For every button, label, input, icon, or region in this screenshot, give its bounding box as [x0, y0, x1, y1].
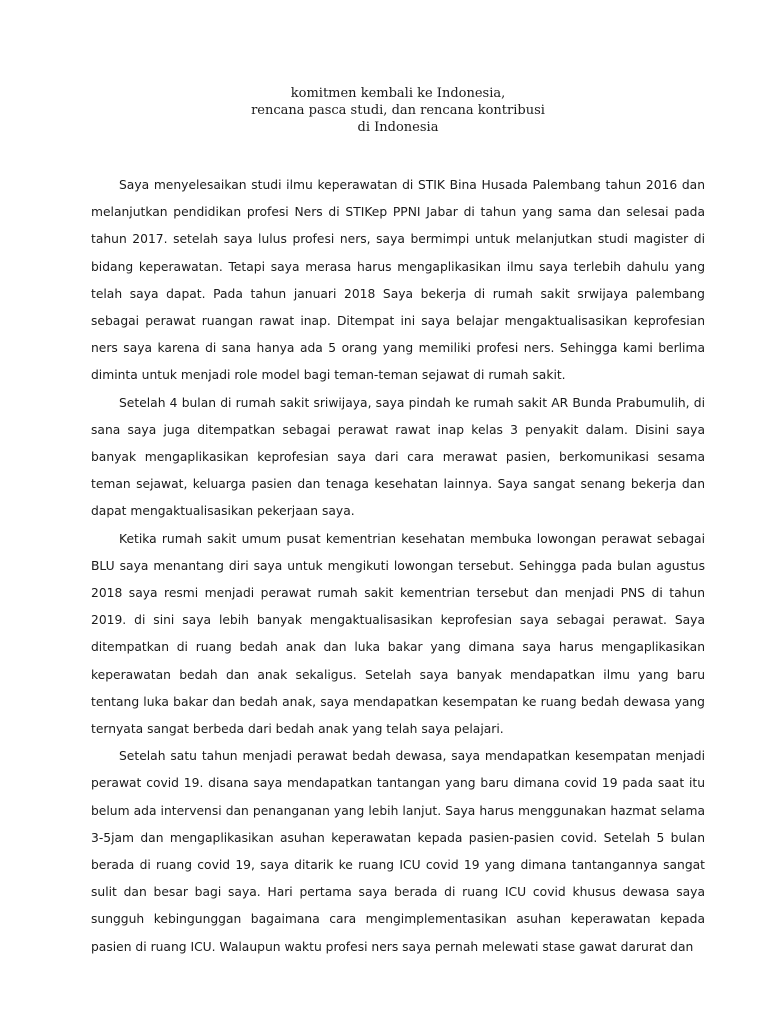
document-title — [0, 85, 768, 136]
title-line-1: komitmen kembali ke Indonesia, — [290, 86, 506, 101]
paragraph-2: Setelah 4 bulan di rumah sakit sriwijaya, saya pindah ke rumah sakit AR Bunda Prabumulih, di sana saya juga ditempatkan sebagai perawat rawat inap kelas 3 penyakit dalam. Disini saya banyak mengaplikasikan keprofesian saya dari cara merawat pasien, berkomunikasi sesama teman sejawat, keluarga pasien dan tenaga kesehatan lainnya. Saya sangat senang bekerja dan dapat mengaktualisasikan pekerjaan saya. — [91, 395, 705, 519]
paragraph-4: Setelah satu tahun menjadi perawat bedah dewasa, saya mendapatkan kesempatan menjadi perawat covid 19. disana saya mendapatkan tantangan yang baru dimana covid 19 pada saat itu belum ada intervensi dan penanganan yang lebih lanjut. Saya harus menggunakan hazmat selama 3-5jam dan mengaplikasikan asuhan keperawatan kepada pasien-pasien covid. Setelah 5 bulan berada di ruang covid 19, saya ditarik ke ruang ICU covid 19 yang dimana tantangannya sangat sulit dan besar bagi saya. Hari pertama saya berada di ruang ICU covid khusus dewasa saya sungguh kebingunggan bagaimana cara mengimplementasikan asuhan keperawatan kepada pasien di ruang ICU. Walaupun waktu profesi ners saya pernah melewati stase gawat darurat dan — [91, 749, 705, 954]
title-line-3: di Indonesia — [357, 120, 439, 135]
title-line-2: rencana pasca studi, dan rencana kontribusi — [251, 103, 545, 118]
paragraph-1: Saya menyelesaikan studi ilmu keperawatan di STIK Bina Husada Palembang tahun 2016 dan melanjutkan pendidikan profesi Ners di STIKep PPNI Jabar di tahun yang sama dan selesai pada tahun 2017. setelah saya lulus profesi ners, saya bermimpi untuk melanjutkan studi magister di bidang keperawatan. Tetapi saya merasa harus mengaplikasikan ilmu saya terlebih dahulu yang telah saya dapat. Pada tahun januari 2018 Saya bekerja di rumah sakit srwijaya palembang sebagai perawat ruangan rawat inap. Ditempat ini saya belajar mengaktualisasikan keprofesian ners saya karena di sana hanya ada 5 orang yang memiliki profesi ners. Sehingga kami berlima diminta untuk menjadi role model bagi teman-teman sejawat di rumah sakit. — [91, 178, 705, 383]
document-body — [91, 172, 705, 961]
paragraph-3: Ketika rumah sakit umum pusat kementrian kesehatan membuka lowongan perawat sebagai BLU saya menantang diri saya untuk mengikuti lowongan tersebut. Sehingga pada bulan agustus 2018 saya resmi menjadi perawat rumah sakit kementrian tersebut dan menjadi PNS di tahun 2019. di sini saya lebih banyak mengaktualisasikan keprofesian saya sebagai perawat. Saya ditempatkan di ruang bedah anak dan luka bakar yang dimana saya harus mengaplikasikan keperawatan bedah dan anak sekaligus. Setelah saya banyak mendapatkan ilmu yang baru tentang luka bakar dan bedah anak, saya mendapatkan kesempatan ke ruang bedah dewasa yang ternyata sangat berbeda dari bedah anak yang telah saya pelajari. — [91, 531, 705, 737]
